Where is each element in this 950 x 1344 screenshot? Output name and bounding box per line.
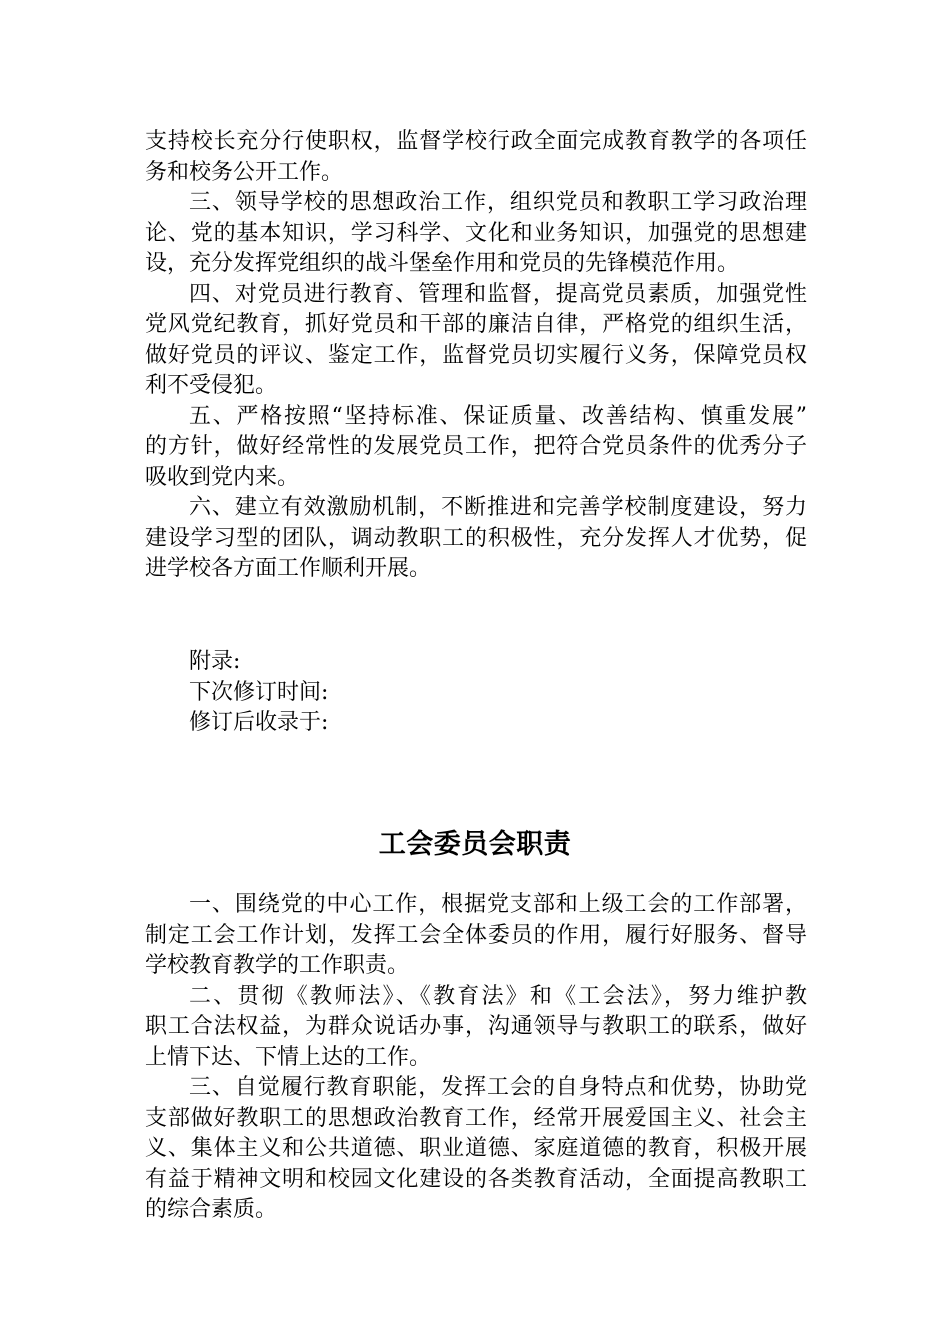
appendix-section	[145, 647, 807, 739]
text-line: 做好党员的评议、鉴定工作，监督党员切实履行义务，保障党员权	[145, 342, 807, 368]
text-line: 二、贯彻《教师法》、《教育法》和《工会法》，努力维护教	[189, 983, 807, 1009]
text-line: 设，充分发挥党组织的战斗堡垒作用和党员的先锋模范作用。	[145, 251, 740, 276]
text-line: 六、建立有效激励机制，不断推进和完善学校制度建设，努力	[189, 495, 807, 520]
text-line: 的方针，做好经常性的发展党员工作，把符合党员条件的优秀分子	[145, 434, 807, 459]
text-line: 制定工会工作计划，发挥工会全体委员的作用，履行好服务、督导	[145, 922, 807, 948]
text-line: 三、领导学校的思想政治工作，组织党员和教职工学习政治理	[189, 190, 807, 215]
appendix-label: 附录:	[189, 649, 241, 674]
text-line: 职工合法权益，为群众说话办事，沟通领导与教职工的联系，做好	[145, 1014, 807, 1039]
text-line: 吸收到党内来。	[145, 464, 300, 490]
collected-in-label: 修订后收录于:	[189, 710, 329, 735]
text-line: 的综合素质。	[145, 1197, 278, 1222]
text-line: 五、严格按照“坚持标准、保证质量、改善结构、慎重发展”	[189, 403, 807, 429]
text-line: 利不受侵犯。	[145, 373, 278, 398]
union-committee-title: 工会委员会职责	[378, 829, 572, 860]
text-line: 建设学习型的团队，调动教职工的积极性，充分发挥人才优势，促	[145, 525, 807, 551]
union-duties-text	[145, 890, 807, 1226]
text-line: 一、围绕党的中心工作，根据党支部和上级工会的工作部署，	[189, 892, 807, 917]
text-line: 三、自觉履行教育职能，发挥工会的自身特点和优势，协助党	[189, 1075, 807, 1100]
text-line: 支部做好教职工的思想政治教育工作，经常开展爱国主义、社会主	[145, 1105, 807, 1131]
text-line: 进学校各方面工作顺利开展。	[145, 556, 432, 581]
text-line: 论、党的基本知识，学习科学、文化和业务知识，加强党的思想建	[145, 220, 807, 246]
text-line: 有益于精神文明和校园文化建设的各类教育活动，全面提高教职工	[145, 1166, 807, 1192]
text-line: 务和校务公开工作。	[145, 159, 344, 185]
next-revision-label: 下次修订时间:	[189, 679, 329, 705]
party-duties-text	[145, 127, 807, 585]
text-line: 四、对党员进行教育、管理和监督，提高党员素质，加强党性	[189, 281, 807, 307]
text-line: 上情下达、下情上达的工作。	[145, 1044, 432, 1070]
text-line: 党风党纪教育，抓好党员和干部的廉洁自律，严格党的组织生活，	[145, 312, 807, 337]
text-line: 学校教育教学的工作职责。	[145, 953, 410, 978]
text-line: 义、集体主义和公共道德、职业道德、家庭道德的教育，积极开展	[145, 1136, 807, 1161]
text-line: 支持校长充分行使职权，监督学校行政全面完成教育教学的各项任	[145, 129, 807, 154]
